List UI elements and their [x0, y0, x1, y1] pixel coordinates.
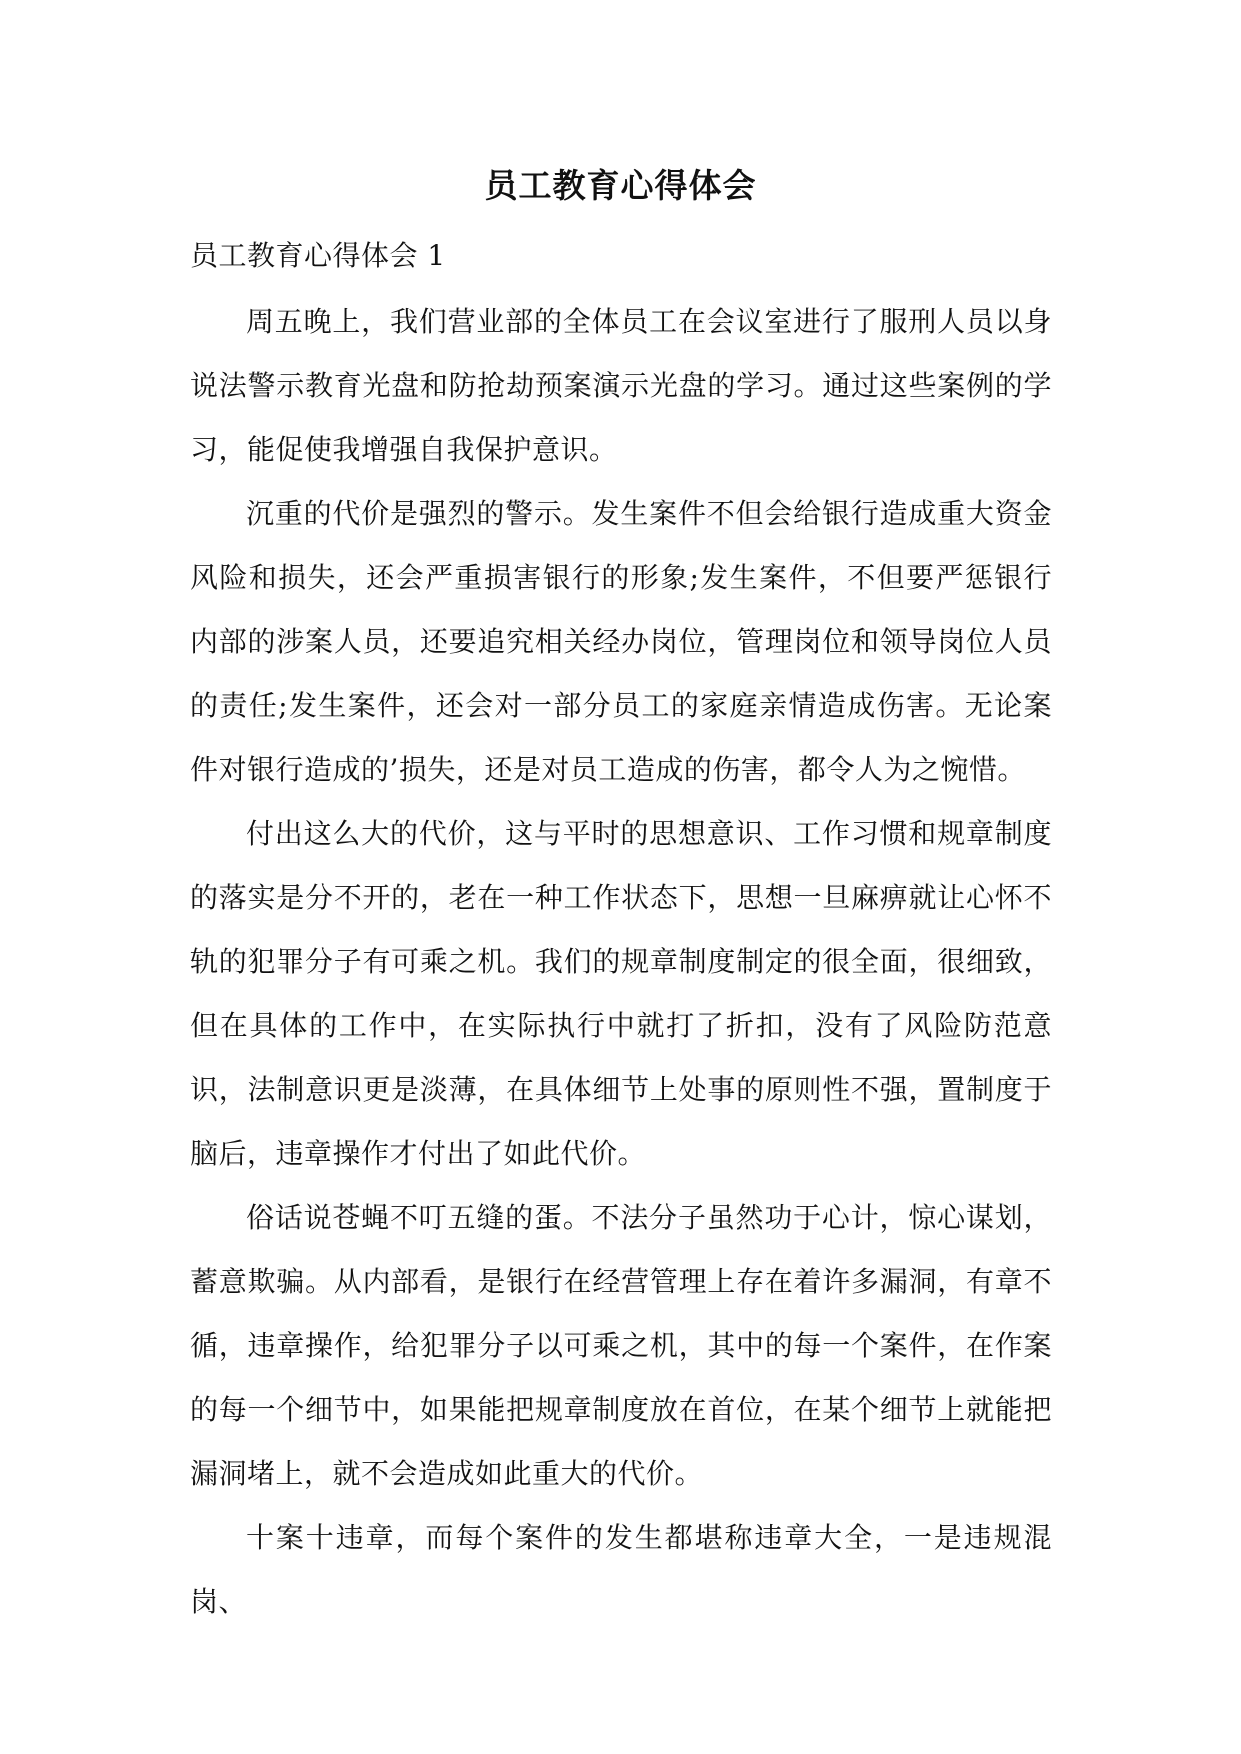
paragraph-5: 十案十违章，而每个案件的发生都堪称违章大全，一是违规混岗、	[190, 1521, 1052, 1618]
paragraph-4: 俗话说苍蝇不叮五缝的蛋。不法分子虽然功于心计，惊心谋划，蓄意欺骗。从内部看，是银行在经营管理上存在着许多漏洞，有章不循，违章操作，给犯罪分子以可乘之机，其中的每一个案件，在作案的每一个细节中，如果能把规章制度放在首位，在某个细节上就能把漏洞堵上，就不会造成如此重大的代价。	[190, 1201, 1052, 1490]
paragraph-2: 沉重的代价是强烈的警示。发生案件不但会给银行造成重大资金风险和损失，还会严重损害银行的形象;发生案件，不但要严惩银行内部的涉案人员，还要追究相关经办岗位，管理岗位和领导岗位人员的责任;发生案件，还会对一部分员工的家庭亲情造成伤害。无论案件对银行造成的’损失，还是对员工造成的伤害，都令人为之惋惜。	[190, 497, 1052, 786]
paragraph-1: 周五晚上，我们营业部的全体员工在会议室进行了服刑人员以身说法警示教育光盘和防抢劫预案演示光盘的学习。通过这些案例的学习，能促使我增强自我保护意识。	[190, 305, 1052, 466]
section-heading: 员工教育心得体会 1	[190, 239, 446, 272]
paragraph-3: 付出这么大的代价，这与平时的思想意识、工作习惯和规章制度的落实是分不开的，老在一种工作状态下，思想一旦麻痹就让心怀不轨的犯罪分子有可乘之机。我们的规章制度制定的很全面，很细致，但在具体的工作中，在实际执行中就打了折扣，没有了风险防范意识，法制意识更是淡薄，在具体细节上处事的原则性不强，置制度于脑后，违章操作才付出了如此代价。	[190, 817, 1052, 1170]
document-body	[190, 224, 1052, 1634]
document-title: 员工教育心得体会	[484, 166, 757, 205]
